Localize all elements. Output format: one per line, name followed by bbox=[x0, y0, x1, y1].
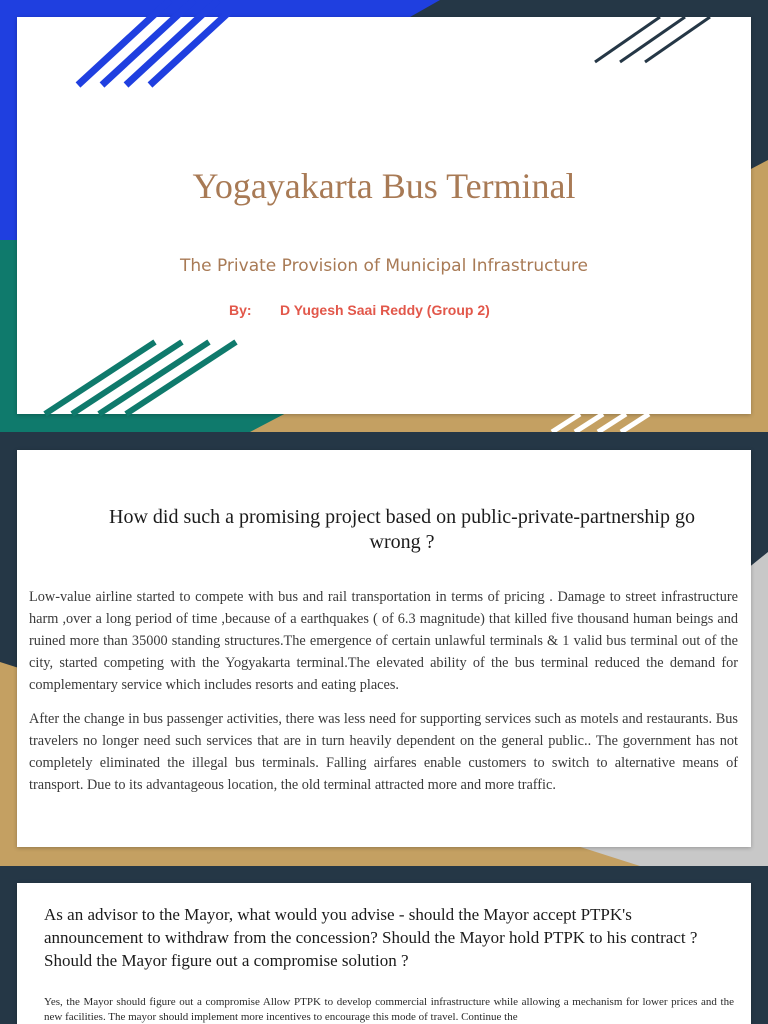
slide-subtitle: The Private Provision of Municipal Infrastructure bbox=[179, 256, 589, 276]
title-slide-stripes bbox=[0, 0, 768, 432]
analysis-question: How did such a promising project based on public-private-partnership go wrong ? bbox=[109, 506, 695, 553]
navy-stripes bbox=[595, 17, 710, 62]
by-label: By: bbox=[229, 302, 252, 318]
byline bbox=[229, 302, 490, 318]
white-stripes bbox=[552, 414, 649, 432]
analysis-slide bbox=[0, 432, 768, 866]
advice-answer: Yes, the Mayor should figure out a compromise Allow PTPK to develop commercial infrastructure while allowing a mechanism for lower prices and the new facilities. The mayor should implement more incentives to encourage this mode of travel. Continue the bbox=[44, 996, 734, 1023]
analysis-card bbox=[17, 450, 751, 847]
author-name: D Yugesh Saai Reddy (Group 2) bbox=[280, 302, 490, 318]
analysis-paragraph-2: After the change in bus passenger activities, there was less need for supporting services such as motels and restaurants. Bus travelers no longer need such services that are in turn heavily dependent on the general public.. The government has not completely eliminated the illegal bus terminals. Falling airfares enable customers to switch to alternative means of transport. Due to its advantageous location, the old terminal attracted more and more traffic. bbox=[29, 711, 738, 793]
advice-slide bbox=[0, 866, 768, 1024]
analysis-body bbox=[29, 586, 738, 808]
teal-stripes bbox=[45, 342, 236, 414]
blue-stripes bbox=[78, 0, 242, 85]
advice-question: As an advisor to the Mayor, what would you advise - should the Mayor accept PTPK's announcement to withdraw from the concession? Should the Mayor hold PTPK to his contract ? Should the Mayor figure out a compromise solution ? bbox=[44, 905, 698, 970]
title-slide bbox=[0, 0, 768, 432]
slide-title: Yogayakarta Bus Terminal bbox=[192, 166, 576, 206]
analysis-paragraph-1: Low-value airline started to compete with bus and rail transportation in terms of pricing . Damage to street infrastructure harm ,over a long period of time ,because of a earthquakes ( of 6.3 magnitude) that killed five thousand human beings and ruined more than 35000 standing structures.The emergence of certain unlawful terminals & 1 valid bus terminal out of the city, started competing with the Yogyakarta terminal.The elevated ability of the bus terminal reduced the demand for complementary service which includes resorts and eating places. bbox=[29, 589, 738, 693]
advice-card bbox=[17, 883, 751, 1024]
